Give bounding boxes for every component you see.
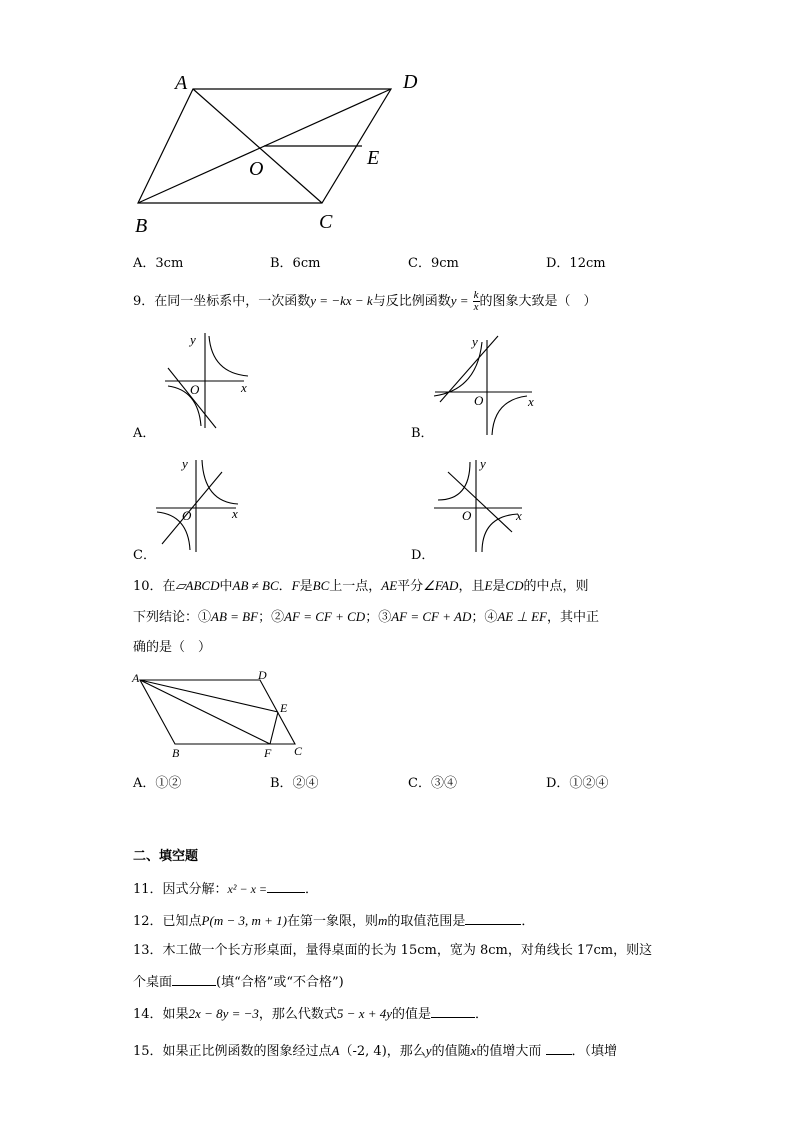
q13-line-2 [133, 973, 344, 991]
q10-option-d[interactable]: D．①②④ [546, 776, 609, 791]
q12-answer-blank[interactable] [465, 912, 521, 925]
q12-variable-m: m [377, 913, 388, 928]
q8-option-d[interactable]: D．12cm [546, 256, 606, 271]
q10-text: ；② [258, 610, 285, 625]
label-b: B [172, 746, 180, 760]
axis-x-label: x [516, 508, 522, 523]
origin-label: O [190, 382, 200, 397]
q13-text: (填“合格”或“不合格”) [216, 975, 344, 990]
q10-option-b[interactable]: B．②④ [270, 776, 319, 791]
q10-text: 中 [219, 579, 233, 594]
q10-conclusion-4: AE ⊥ EF [497, 609, 547, 624]
q9-option-d[interactable]: D． [411, 548, 435, 563]
q12 [133, 912, 534, 930]
label-a: A [132, 671, 140, 685]
q10-segment-bc: BC [312, 578, 330, 593]
q15-variable-y: y [425, 1043, 432, 1058]
q10-line-2 [133, 609, 599, 626]
q9-graph-a[interactable] [160, 328, 260, 430]
q10-text: 上一点， [329, 579, 382, 594]
hyperbola-branch-1 [438, 462, 470, 500]
q10-text: 是 [299, 579, 313, 594]
q9-graph-b[interactable] [432, 330, 542, 438]
q8-option-a[interactable]: A．3cm [133, 256, 184, 271]
q10-text: 下列结论：① [133, 610, 212, 625]
q9-prefix: 9．在同一坐标系中，一次函数 [133, 294, 311, 309]
q11-answer-blank[interactable] [267, 880, 305, 893]
q14-text: 14．如果 [133, 1007, 189, 1022]
segment-ae [140, 680, 278, 712]
q15 [133, 1042, 617, 1060]
q9-stem [133, 290, 597, 313]
q10-text: ． [278, 579, 292, 594]
hyperbola-branch-2 [492, 396, 527, 435]
q10-option-a[interactable]: A．①② [133, 776, 182, 791]
hyperbola-branch-1 [434, 342, 482, 396]
q10-segment-cd: CD [505, 578, 524, 593]
axis-x-label: x [241, 380, 247, 395]
q9-frac-den: x [473, 301, 479, 313]
parallelogram-abcd [140, 680, 295, 744]
q11-expression: x² − x = [227, 882, 267, 896]
q12-text: ． [521, 914, 535, 929]
q10-conclusion-3: AF = CF + AD [391, 609, 472, 624]
origin-label: O [182, 508, 192, 523]
q11-text: 11．因式分解： [133, 882, 228, 897]
q10-figure [130, 668, 310, 762]
q10-option-c[interactable]: C．③④ [408, 776, 457, 791]
segment-af [140, 680, 270, 744]
label-c: C [319, 211, 333, 233]
q8-option-b[interactable]: B．6cm [270, 256, 321, 271]
q8-option-c[interactable]: C．9cm [408, 256, 459, 271]
q9-suffix: 的图象大致是（ ） [479, 294, 597, 309]
label-a: A [175, 72, 188, 94]
q14-expression: 5 − x + 4y [336, 1006, 393, 1021]
hyperbola-branch-1 [209, 336, 248, 376]
q13-line-1: 13．木工做一个长方形桌面，量得桌面的长为 15cm，宽为 8cm，对角线长 17cm，则这 [133, 943, 653, 958]
label-b: B [135, 215, 148, 237]
q15-text: ．（填增 [571, 1044, 618, 1059]
q10-point-e: E [484, 578, 493, 593]
q14-condition: 2x − 8y = −3 [188, 1006, 259, 1021]
q9-graph-d[interactable] [430, 452, 530, 554]
parallelogram-figure [125, 60, 435, 240]
q10-segment-ae: AE [381, 578, 398, 593]
q10-conclusion-2: AF = CF + CD [284, 609, 366, 624]
q14-text: 的值是 [392, 1007, 432, 1022]
q9-inverse-fraction [473, 290, 480, 313]
q15-point-a: A [331, 1043, 340, 1058]
q10-parallelogram-symbol: ▱ABCD [175, 578, 220, 593]
linear-line [448, 472, 512, 532]
q10-condition: AB ≠ BC [232, 578, 279, 593]
linear-line [168, 368, 216, 428]
q9-mid: 与反比例函数 [372, 294, 451, 309]
label-d: D [403, 71, 418, 93]
q12-text: 的取值范围是 [387, 914, 466, 929]
q9-option-a[interactable]: A． [133, 426, 156, 441]
q10-point-f: F [291, 578, 300, 593]
q15-text: 15．如果正比例函数的图象经过点 [133, 1044, 332, 1059]
q11-text: ． [305, 882, 319, 897]
label-f: F [264, 746, 272, 760]
axis-y-label: y [182, 456, 188, 471]
q12-text: 在第一象限，则 [286, 914, 378, 929]
q10-conclusion-1: AB = BF [211, 609, 259, 624]
label-e: E [280, 701, 288, 715]
q14-answer-blank[interactable] [431, 1005, 475, 1018]
origin-label: O [474, 393, 484, 408]
q15-answer-blank[interactable] [546, 1042, 572, 1055]
axis-y-label: y [472, 334, 478, 349]
q9-graph-c[interactable] [152, 452, 252, 554]
q9-option-b[interactable]: B． [411, 426, 434, 441]
q10-text: 的中点，则 [523, 579, 589, 594]
q10-text: ；③ [365, 610, 392, 625]
q15-text: （-2, 4)，那么 [339, 1044, 426, 1059]
q10-text: 平分 [397, 579, 424, 594]
q14-text: ，那么代数式 [258, 1007, 337, 1022]
hyperbola-branch-1 [202, 460, 238, 504]
q10-text: ，且 [458, 579, 485, 594]
q14-text: ． [475, 1007, 489, 1022]
q12-text: 12．已知点 [133, 914, 202, 929]
q10-line-1 [133, 578, 589, 595]
axis-x-label: x [528, 394, 534, 409]
q13-text: 个桌面 [133, 975, 173, 990]
section-fill-in-heading: 二、填空题 [133, 849, 199, 864]
origin-label: O [462, 508, 472, 523]
q15-variable-x: x [470, 1043, 477, 1058]
q9-frac-num: k [473, 289, 479, 301]
label-d: D [258, 668, 267, 682]
label-e: E [367, 147, 380, 169]
q14 [133, 1005, 488, 1023]
q10-text: 是 [492, 579, 506, 594]
q10-line-3: 确的是（ ） [133, 640, 212, 655]
q15-text: 的值增大而 [476, 1044, 542, 1059]
axis-y-label: y [190, 332, 196, 347]
q9-inverse-lhs: y = [450, 293, 469, 308]
hyperbola-branch-2 [482, 514, 518, 552]
q13-answer-blank[interactable] [172, 973, 216, 986]
q11 [133, 880, 318, 898]
axis-x-label: x [232, 506, 238, 521]
q12-point: P(m − 3, m + 1) [201, 913, 287, 928]
q9-option-c[interactable]: C． [133, 548, 156, 563]
q15-text: 的值随 [431, 1044, 471, 1059]
q9-linear: y = −kx − k [310, 293, 373, 308]
q10-angle-fad: ∠FAD [423, 578, 459, 593]
label-o: O [249, 158, 264, 180]
q10-text: ；④ [471, 610, 498, 625]
q10-text: ，其中正 [546, 610, 599, 625]
label-c: C [294, 744, 303, 758]
q10-text: 10．在 [133, 579, 176, 594]
segment-ef [270, 712, 278, 744]
axis-y-label: y [480, 456, 486, 471]
